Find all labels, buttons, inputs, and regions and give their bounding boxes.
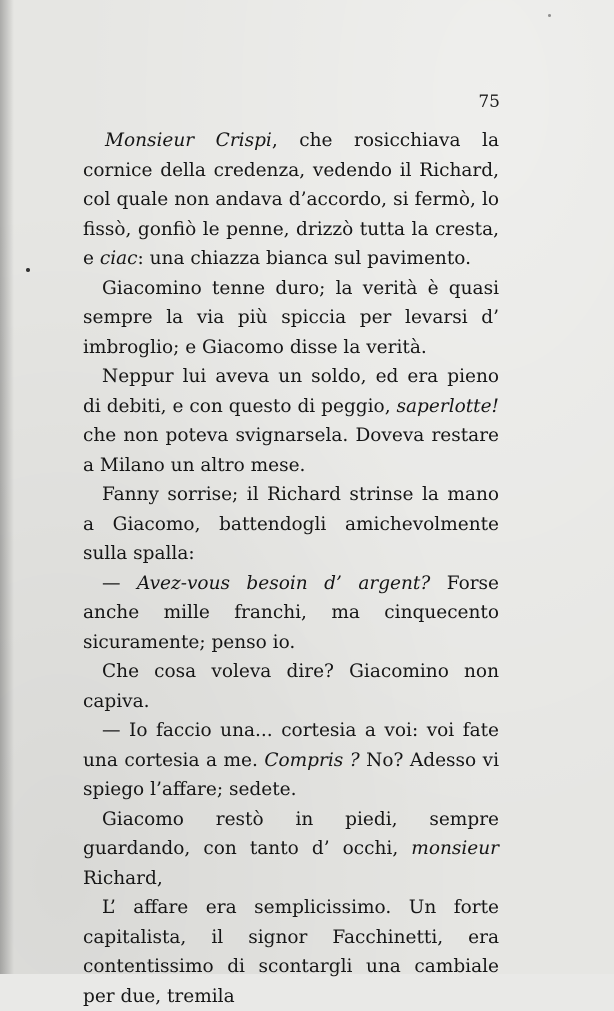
ink-speck (26, 268, 30, 272)
paragraph (83, 274, 499, 363)
paragraph (83, 569, 499, 658)
body-text (83, 126, 499, 1011)
italic-text: saperlotte! (396, 395, 499, 417)
paragraph (83, 480, 499, 569)
text-run: Fanny sorrise; il Richard strinse la mano a Giacomo, battendogli amichevolmente sulla spalla: (83, 484, 499, 564)
text-run: , che rosicchiava la cornice della credenza, vedendo il Richard, col quale non andava d’accordo, si fermò, lo fissò, gonfiò le penne, drizzò tutta la cresta, e (83, 130, 499, 269)
ink-speck (548, 14, 551, 17)
paragraph (83, 805, 499, 894)
italic-text: Monsieur Crispi (105, 130, 272, 151)
italic-text: Avez-vous besoin d’ argent? (136, 572, 431, 594)
text-run: Che cosa voleva dire? Giacomino non capiva. (83, 661, 499, 712)
paragraph (83, 126, 499, 274)
paragraph (83, 893, 499, 1011)
paragraph (83, 362, 499, 480)
text-run: Giacomo restò in piedi, sempre guardando, con tanto d’ occhi, (83, 808, 499, 859)
paragraph (83, 657, 499, 716)
italic-text: monsieur (411, 838, 499, 859)
page-number: 75 (478, 92, 500, 112)
text-run: — (102, 572, 137, 594)
text-run: Giacomino tenne duro; la verità è quasi sempre la via più spiccia per levarsi d’ imbroglio; e Giacomo disse la verità. (83, 277, 499, 358)
page-gutter-shadow (0, 0, 14, 974)
text-run: — Io faccio una... cortesia a voi: voi fate una cortesia a me. (83, 720, 499, 771)
text-run: Forse anche mille franchi, ma cinquecento sicuramente; penso io. (83, 572, 499, 653)
text-run: : una chiazza bianca sul pavimento. (137, 248, 471, 269)
italic-text: ciac (99, 248, 138, 269)
text-run: Richard, (83, 867, 163, 889)
text-run: che non poteva svignarsela. Doveva restare a Milano un altro mese. (83, 425, 499, 476)
italic-text: Compris ? (264, 749, 360, 771)
paragraph (83, 716, 499, 805)
text-run: L’ affare era semplicissimo. Un forte capitalista, il signor Facchinetti, era contentissimo di scontargli una cambiale per due, tremila (83, 897, 499, 1007)
text-run: No? Adesso vi spiego l’affare; sedete. (83, 749, 500, 800)
text-run: Neppur lui aveva un soldo, ed era pieno di debiti, e con questo di peggio, (83, 366, 499, 417)
